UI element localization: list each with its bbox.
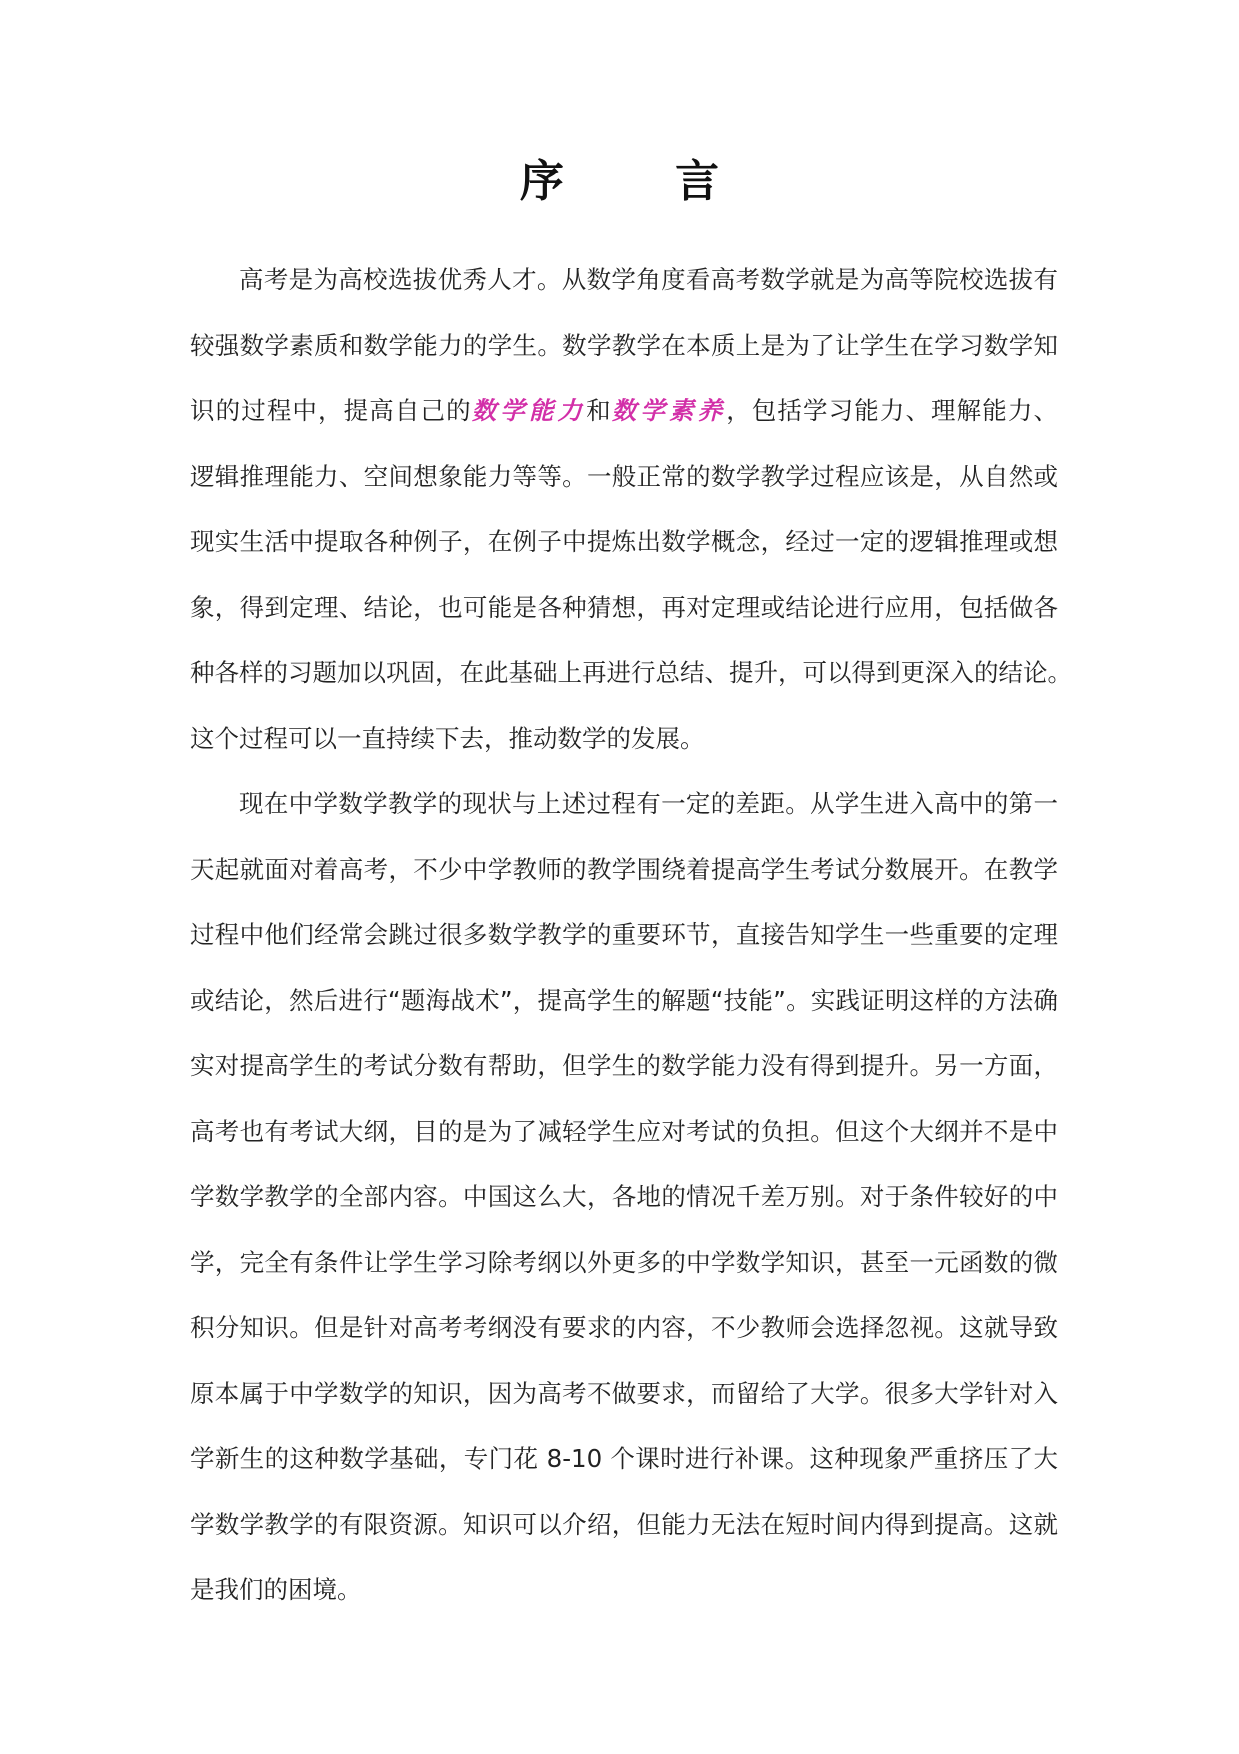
paragraph-2-line-4: 或结论，然后进行“题海战术”，提高学生的解题“技能”。实践证明这样的方法确 (190, 985, 1058, 1015)
paragraph-2-line-9: 积分知识。但是针对高考考纲没有要求的内容，不少教师会选择忽视。这就导致 (190, 1313, 1058, 1342)
page-title: 序 言 (519, 156, 768, 207)
paragraph-2-line-5: 实对提高学生的考试分数有帮助，但学生的数学能力没有得到提升。另一方面， (190, 1051, 1058, 1080)
paragraph-1-line-5: 现实生活中提取各种例子，在例子中提炼出数学概念，经过一定的逻辑推理或想 (190, 527, 1058, 556)
paragraph-2-line-10: 原本属于中学数学的知识，因为高考不做要求，而留给了大学。很多大学针对入 (190, 1378, 1058, 1408)
paragraph-1 (190, 247, 1072, 771)
paragraph-1-line-8: 这个过程可以一直持续下去，推动数学的发展。 (190, 723, 705, 753)
highlight-math-ability: 数学能力 (471, 396, 587, 425)
paragraph-2-line-8: 学，完全有条件让学生学习除考纲以外更多的中学数学知识，甚至一元函数的微 (190, 1247, 1058, 1277)
paragraph-2 (190, 771, 1058, 1623)
paragraph-1-line-3 (190, 378, 1058, 444)
paragraph-1-line-4: 逻辑推理能力、空间想象能力等等。一般正常的数学教学过程应该是，从自然或 (190, 461, 1058, 491)
paragraph-2-line-12: 学数学教学的有限资源。知识可以介绍，但能力无法在短时间内得到提高。这就 (190, 1509, 1058, 1539)
paragraph-2-line-2: 天起就面对着高考，不少中学教师的教学围绕着提高学生考试分数展开。在教学 (190, 854, 1058, 884)
line-text: 识的过程中，提高自己的 (190, 396, 472, 425)
paragraph-2-line-3: 过程中他们经常会跳过很多数学教学的重要环节，直接告知学生一些重要的定理 (190, 920, 1058, 949)
paragraph-2-line-7: 学数学教学的全部内容。中国这么大，各地的情况千差万别。对于条件较好的中 (190, 1182, 1058, 1211)
paragraph-1-line-7: 种各样的习题加以巩固，在此基础上再进行总结、提升，可以得到更深入的结论。 (190, 658, 1072, 687)
paragraph-1-line-2: 较强数学素质和数学能力的学生。数学教学在本质上是为了让学生在学习数学知 (190, 330, 1058, 360)
line-text: 和 (586, 396, 612, 425)
paragraph-2-line-6: 高考也有考试大纲，目的是为了减轻学生应对考试的负担。但这个大纲并不是中 (190, 1116, 1058, 1146)
line-text: ，包括学习能力、理解能力、 (726, 396, 1058, 425)
paragraph-2-line-1: 现在中学数学教学的现状与上述过程有一定的差距。从学生进入高中的第一 (239, 789, 1058, 818)
paragraph-2-line-13: 是我们的困境。 (190, 1575, 362, 1604)
paragraph-1-line-1: 高考是为高校选拔优秀人才。从数学角度看高考数学就是为高等院校选拔有 (239, 265, 1058, 294)
paragraph-2-line-11: 学新生的这种数学基础，专门花 8-10 个课时进行补课。这种现象严重挤压了大 (190, 1444, 1058, 1473)
paragraph-1-line-6: 象，得到定理、结论，也可能是各种猜想，再对定理或结论进行应用，包括做各 (190, 592, 1058, 622)
highlight-math-literacy: 数学素养 (611, 396, 727, 425)
